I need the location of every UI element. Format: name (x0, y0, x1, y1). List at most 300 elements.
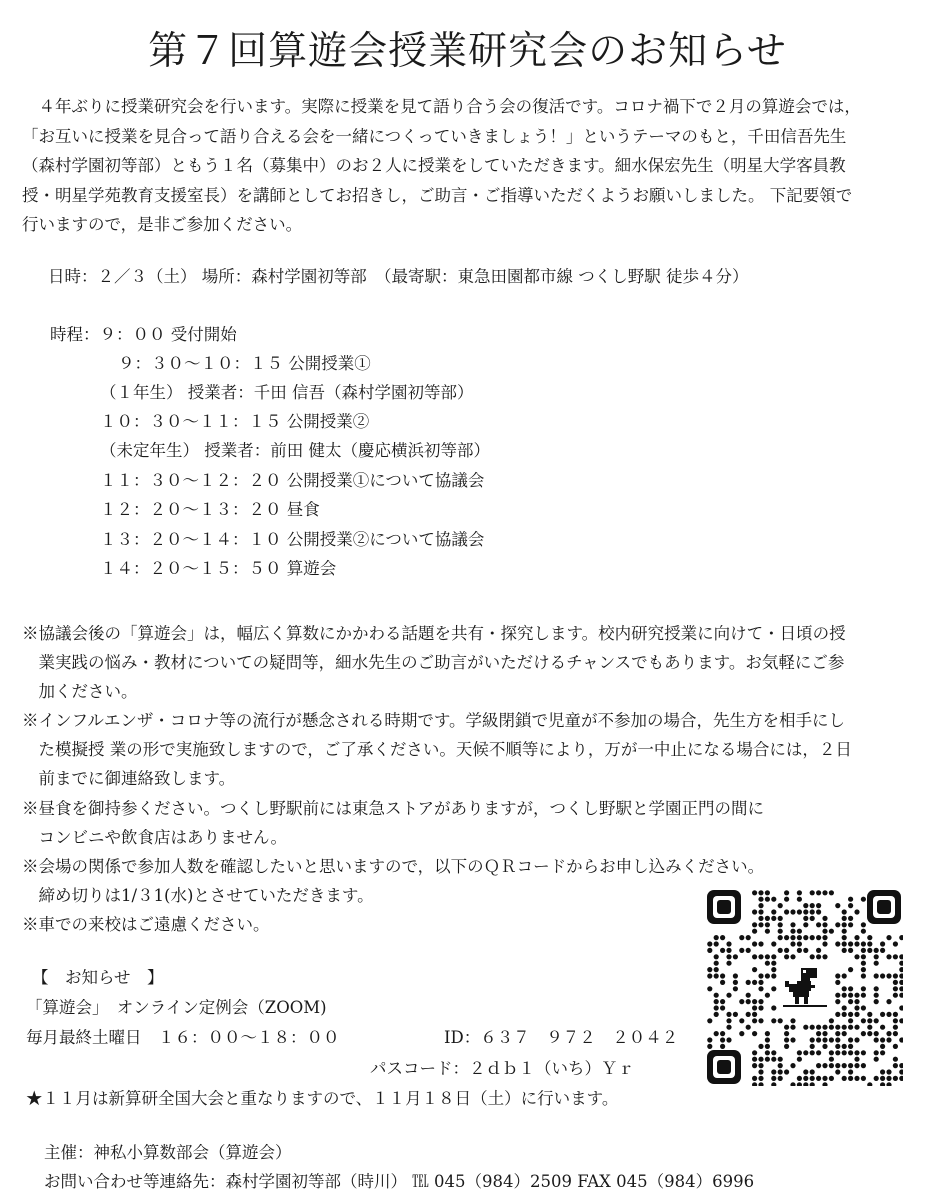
qr-module (886, 1012, 891, 1017)
qr-module (874, 1031, 879, 1036)
qr-module (752, 929, 757, 934)
qr-module (746, 999, 751, 1004)
qr-module (707, 948, 712, 953)
qr-module (758, 1069, 763, 1074)
intro-line: （森村学園初等部）ともう１名（募集中）のお２人に授業をしていただきます。細水保宏先生（明星大学客員教 (22, 156, 846, 175)
qr-module (726, 948, 731, 953)
qr-module (822, 922, 827, 927)
qr-module (842, 1005, 847, 1010)
qr-module (752, 1082, 757, 1086)
qr-module (790, 1025, 795, 1030)
schedule-header: 時程：９：００ 受付開始 (50, 325, 237, 344)
schedule-item: １２：２０〜１３：２０ 昼食 (100, 500, 320, 519)
qr-module (810, 1069, 815, 1074)
qr-module (790, 954, 795, 959)
qr-module (790, 929, 795, 934)
qr-module (848, 1044, 853, 1049)
qr-module (752, 922, 757, 927)
schedule-item: １４：２０〜１５：５０ 算遊会 (100, 559, 337, 578)
qr-module (797, 935, 802, 940)
qr-module (803, 1025, 808, 1030)
qr-module (765, 1037, 770, 1042)
qr-module (861, 1050, 866, 1055)
qr-module (835, 941, 840, 946)
qr-module (752, 999, 757, 1004)
schedule-item: ９：３０〜１０：１５ 公開授業① (118, 354, 371, 373)
qr-module (810, 935, 815, 940)
qr-module (771, 909, 776, 914)
qr-module (861, 948, 866, 953)
qr-module (758, 1044, 763, 1049)
qr-module (848, 903, 853, 908)
qr-module (886, 935, 891, 940)
note-line: ※インフルエンザ・コロナ等の流行が懸念される時期です。学級閉鎖で児童が不参加の場合，先生方を相手にし (22, 711, 846, 730)
qr-module (867, 1012, 872, 1017)
qr-module (899, 993, 903, 998)
note-line: た模擬授 業の形で実施致しますので，ご了承ください。天候不順等により，万が一中止になる場合には，２日 (22, 740, 852, 759)
qr-module (822, 941, 827, 946)
qr-module (842, 922, 847, 927)
qr-module (816, 1025, 821, 1030)
qr-module (899, 967, 903, 972)
qr-module (842, 1025, 847, 1030)
qr-module (803, 948, 808, 953)
qr-module (714, 961, 719, 966)
qr-module (893, 1025, 898, 1030)
qr-module (758, 903, 763, 908)
qr-module (861, 973, 866, 978)
qr-module (835, 903, 840, 908)
qr-module (842, 916, 847, 921)
qr-module (765, 890, 770, 895)
qr-module (778, 1069, 783, 1074)
qr-module (893, 980, 898, 985)
qr-module (746, 948, 751, 953)
intro-line: ４年ぶりに授業研究会を行います。実際に授業を見て語り合う会の復活です。コロナ禍下で２月の算遊会では， (22, 97, 861, 116)
qr-module (861, 1076, 866, 1081)
schedule-item: １０：３０〜１１：１５ 公開授業② (100, 412, 370, 431)
qr-module (803, 1082, 808, 1086)
qr-module (778, 916, 783, 921)
qr-module (714, 967, 719, 972)
qr-module (752, 890, 757, 895)
qr-module (797, 941, 802, 946)
qr-module (842, 986, 847, 991)
qr-module (861, 929, 866, 934)
qr-module (854, 941, 859, 946)
qr-module (797, 929, 802, 934)
info-schedule: 毎月最終土曜日 １６：００〜１８：００ (26, 1028, 340, 1047)
qr-module (707, 1044, 712, 1049)
qr-module (880, 1037, 885, 1042)
qr-module (752, 1063, 757, 1068)
qr-module (790, 1018, 795, 1023)
qr-module (803, 903, 808, 908)
qr-module (816, 1050, 821, 1055)
qr-module (848, 1069, 853, 1074)
qr-module (816, 948, 821, 953)
qr-module (848, 922, 853, 927)
qr-module (835, 1044, 840, 1049)
qr-module (714, 999, 719, 1004)
qr-module (874, 954, 879, 959)
qr-module (893, 1057, 898, 1062)
qr-module (822, 916, 827, 921)
qr-module (848, 986, 853, 991)
qr-module (861, 1031, 866, 1036)
qr-module (867, 1018, 872, 1023)
qr-module (816, 1076, 821, 1081)
qr-module (714, 1012, 719, 1017)
qr-module (829, 1018, 834, 1023)
qr-module (842, 1076, 847, 1081)
qr-module (822, 1025, 827, 1030)
qr-module (848, 1018, 853, 1023)
qr-finder-top-right (867, 890, 901, 924)
qr-module (765, 897, 770, 902)
qr-module (714, 993, 719, 998)
qr-module (899, 986, 903, 991)
intro-line: 「お互いに授業を見合って語り合える会を一緒につくっていきましょう！」というテーマのもと，千田信吾先生 (22, 126, 847, 146)
qr-module (714, 973, 719, 978)
qr-module (842, 929, 847, 934)
qr-module (810, 1082, 815, 1086)
qr-module (733, 980, 738, 985)
qr-module (752, 967, 757, 972)
qr-module (790, 1063, 795, 1068)
qr-module (714, 1005, 719, 1010)
qr-module (893, 973, 898, 978)
schedule-item: （１年生） 授業者：千田 信吾（森村学園初等部） (100, 383, 474, 402)
qr-module (771, 967, 776, 972)
qr-module (810, 916, 815, 921)
qr-module (765, 993, 770, 998)
qr-module (861, 986, 866, 991)
qr-module (752, 980, 757, 985)
qr-module (886, 1082, 891, 1086)
qr-module (758, 986, 763, 991)
qr-module (822, 1031, 827, 1036)
qr-module (848, 948, 853, 953)
qr-module (874, 1018, 879, 1023)
qr-module (746, 1012, 751, 1017)
qr-module (758, 999, 763, 1004)
intro-line: 行いますので，是非ご参加ください。 (22, 215, 303, 234)
qr-module (765, 1050, 770, 1055)
note-line: ※昼食を御持参ください。つくし野駅前には東急ストアがありますが，つくし野駅と学園正門の間に (22, 799, 765, 818)
qr-module (784, 909, 789, 914)
qr-module (810, 1044, 815, 1049)
qr-module (816, 909, 821, 914)
qr-module (822, 1082, 827, 1086)
qr-module (707, 941, 712, 946)
qr-module (726, 1018, 731, 1023)
qr-module (810, 1050, 815, 1055)
qr-module (720, 1044, 725, 1049)
qr-module (874, 948, 879, 953)
qr-module (854, 993, 859, 998)
qr-module (893, 941, 898, 946)
qr-module (707, 1037, 712, 1042)
qr-module (886, 1037, 891, 1042)
qr-module (746, 993, 751, 998)
qr-module (707, 973, 712, 978)
qr-module (874, 1037, 879, 1042)
qr-module (848, 1025, 853, 1030)
qr-module (790, 922, 795, 927)
qr-module (758, 1082, 763, 1086)
qr-module (778, 1076, 783, 1081)
qr-module (861, 1005, 866, 1010)
qr-module (867, 941, 872, 946)
qr-module (778, 922, 783, 927)
qr-module (848, 993, 853, 998)
qr-module (822, 1063, 827, 1068)
qr-module (784, 954, 789, 959)
qr-module (803, 1069, 808, 1074)
qr-module (848, 897, 853, 902)
qr-module (829, 1076, 834, 1081)
qr-module (854, 1063, 859, 1068)
qr-module (829, 1050, 834, 1055)
qr-module (829, 1063, 834, 1068)
qr-module (803, 935, 808, 940)
qr-module (874, 973, 879, 978)
qr-module (765, 1057, 770, 1062)
passcode: パスコード：２ｄｂ１（いち）Ｙｒ (370, 1059, 634, 1078)
qr-module (842, 1031, 847, 1036)
qr-module (726, 1025, 731, 1030)
qr-module (752, 954, 757, 959)
qr-module (893, 1076, 898, 1081)
qr-module (829, 1037, 834, 1042)
qr-module (854, 1076, 859, 1081)
qr-module (867, 1031, 872, 1036)
qr-module (874, 986, 879, 991)
qr-module (758, 980, 763, 985)
qr-module (822, 929, 827, 934)
qr-module (822, 1044, 827, 1049)
qr-module (758, 922, 763, 927)
qr-module (829, 890, 834, 895)
qr-module (893, 1063, 898, 1068)
qr-module (810, 903, 815, 908)
qr-module (842, 909, 847, 914)
qr-module (874, 1050, 879, 1055)
qr-module (726, 961, 731, 966)
qr-module (854, 909, 859, 914)
qr-module (842, 1063, 847, 1068)
qr-module (893, 986, 898, 991)
qr-module (810, 1037, 815, 1042)
qr-module (771, 1057, 776, 1062)
qr-module (810, 954, 815, 959)
meeting-id: ID：６３７ ９７２ ２０４２ (444, 1028, 679, 1047)
qr-module (893, 1044, 898, 1049)
qr-module (746, 980, 751, 985)
qr-module (778, 903, 783, 908)
qr-module (752, 1012, 757, 1017)
qr-module (765, 929, 770, 934)
qr-module (886, 954, 891, 959)
qr-module (752, 1031, 757, 1036)
qr-module (778, 948, 783, 953)
qr-module (880, 973, 885, 978)
qr-module (822, 954, 827, 959)
qr-module (771, 954, 776, 959)
qr-module (822, 1076, 827, 1081)
qr-module (778, 1057, 783, 1062)
qr-module (854, 1025, 859, 1030)
qr-module (835, 1037, 840, 1042)
qr-module (765, 922, 770, 927)
qr-module (797, 1057, 802, 1062)
qr-module (803, 916, 808, 921)
qr-module (797, 909, 802, 914)
qr-module (886, 1031, 891, 1036)
info-online-meeting: 「算遊会」 オンライン定例会（ZOOM) (26, 998, 327, 1017)
qr-module (899, 935, 903, 940)
schedule-item: （未定年生） 授業者：前田 健太（慶応横浜初等部） (100, 441, 490, 460)
note-line: ※会場の関係で参加人数を確認したいと思いますので，以下のＱＲコードからお申し込みください。 (22, 857, 765, 876)
qr-module (720, 935, 725, 940)
qr-module (771, 1076, 776, 1081)
qr-module (720, 1031, 725, 1036)
qr-module (720, 948, 725, 953)
qr-module (758, 973, 763, 978)
qr-module (848, 941, 853, 946)
qr-module (733, 986, 738, 991)
note-line: 業実践の悩み・教材についての疑問等，細水先生のご助言がいただけるチャンスでもあります。お気軽にご参 (22, 653, 845, 672)
qr-module (720, 1037, 725, 1042)
qr-module (899, 1076, 903, 1081)
qr-module (893, 1012, 898, 1017)
qr-module (739, 1018, 744, 1023)
note-line: 加ください。 (22, 682, 138, 701)
qr-module (707, 967, 712, 972)
note-line: 前までに御連絡致します。 (22, 769, 236, 788)
qr-module (771, 1018, 776, 1023)
qr-module (752, 1057, 757, 1062)
qr-module (726, 1037, 731, 1042)
qr-module (790, 1082, 795, 1086)
qr-module (835, 1012, 840, 1017)
qr-module (810, 890, 815, 895)
qr-module (835, 980, 840, 985)
qr-module (835, 1069, 840, 1074)
qr-module (861, 1063, 866, 1068)
qr-module (758, 941, 763, 946)
qr-module (771, 973, 776, 978)
qr-module (758, 1057, 763, 1062)
qr-module (822, 935, 827, 940)
qr-module (880, 1025, 885, 1030)
qr-module (816, 1031, 821, 1036)
qr-module (771, 986, 776, 991)
qr-module (784, 1025, 789, 1030)
qr-module (861, 993, 866, 998)
qr-module (803, 1050, 808, 1055)
qr-module (861, 922, 866, 927)
qr-module (765, 916, 770, 921)
qr-module (758, 1018, 763, 1023)
qr-module (810, 1025, 815, 1030)
date-location: 日時：２／３（土） 場所：森村学園初等部 （最寄駅：東急田園都市線 つくし野駅 徒歩４分） (48, 267, 749, 286)
qr-module (886, 973, 891, 978)
qr-module (797, 1082, 802, 1086)
qr-module (758, 897, 763, 902)
qr-module (854, 1050, 859, 1055)
qr-module (854, 999, 859, 1004)
note-line: コンビニや飲食店はありません。 (22, 828, 287, 847)
qr-module (797, 1076, 802, 1081)
qr-module (874, 961, 879, 966)
qr-module (867, 948, 872, 953)
qr-module (752, 1076, 757, 1081)
qr-module (880, 1012, 885, 1017)
qr-module (874, 1076, 879, 1081)
qr-module (842, 948, 847, 953)
qr-module (854, 1005, 859, 1010)
qr-module (829, 1025, 834, 1030)
qr-module (880, 948, 885, 953)
qr-module (886, 1076, 891, 1081)
qr-module (893, 1031, 898, 1036)
qr-module (707, 1018, 712, 1023)
qr-module (790, 1037, 795, 1042)
qr-module (790, 935, 795, 940)
qr-module (880, 1076, 885, 1081)
qr-module (720, 999, 725, 1004)
qr-module (848, 1063, 853, 1068)
qr-module (797, 948, 802, 953)
qr-finder-top-left (707, 890, 741, 924)
qr-module (752, 909, 757, 914)
qr-code[interactable] (705, 888, 903, 1086)
note-line: ※協議会後の「算遊会」は，幅広く算数にかかわる話題を共有・探究します。校内研究授業に向けて・日頃の授 (22, 624, 846, 643)
qr-module (816, 1063, 821, 1068)
qr-module (758, 1063, 763, 1068)
contact-info: お問い合わせ等連絡先：森村学園初等部（時川） ℡ 045（984）2509 FAX 045（984）6996 (44, 1172, 755, 1191)
qr-module (835, 1063, 840, 1068)
qr-module (848, 1012, 853, 1017)
schedule-item: １３：２０〜１４：１０ 公開授業②について協議会 (100, 530, 485, 549)
qr-module (726, 993, 731, 998)
qr-module (848, 967, 853, 972)
qr-module (899, 1069, 903, 1074)
qr-module (861, 961, 866, 966)
qr-module (771, 941, 776, 946)
qr-module (899, 1063, 903, 1068)
qr-module (803, 909, 808, 914)
qr-module (842, 1044, 847, 1049)
intro-line: 授・明星学苑教育支援室長）を講師としてお招きし，ご助言・ご指導いただくようお願いしました。 下記要領で (22, 185, 853, 205)
qr-module (771, 1050, 776, 1055)
qr-module (835, 973, 840, 978)
qr-module (720, 1005, 725, 1010)
qr-module (861, 1018, 866, 1023)
qr-module (765, 954, 770, 959)
organizer: 主催：神私小算数部会（算遊会） (44, 1143, 292, 1162)
qr-module (886, 1069, 891, 1074)
qr-module (752, 941, 757, 946)
qr-module (726, 941, 731, 946)
qr-module (797, 890, 802, 895)
qr-module (778, 935, 783, 940)
qr-module (880, 941, 885, 946)
qr-module (816, 903, 821, 908)
qr-module (739, 948, 744, 953)
